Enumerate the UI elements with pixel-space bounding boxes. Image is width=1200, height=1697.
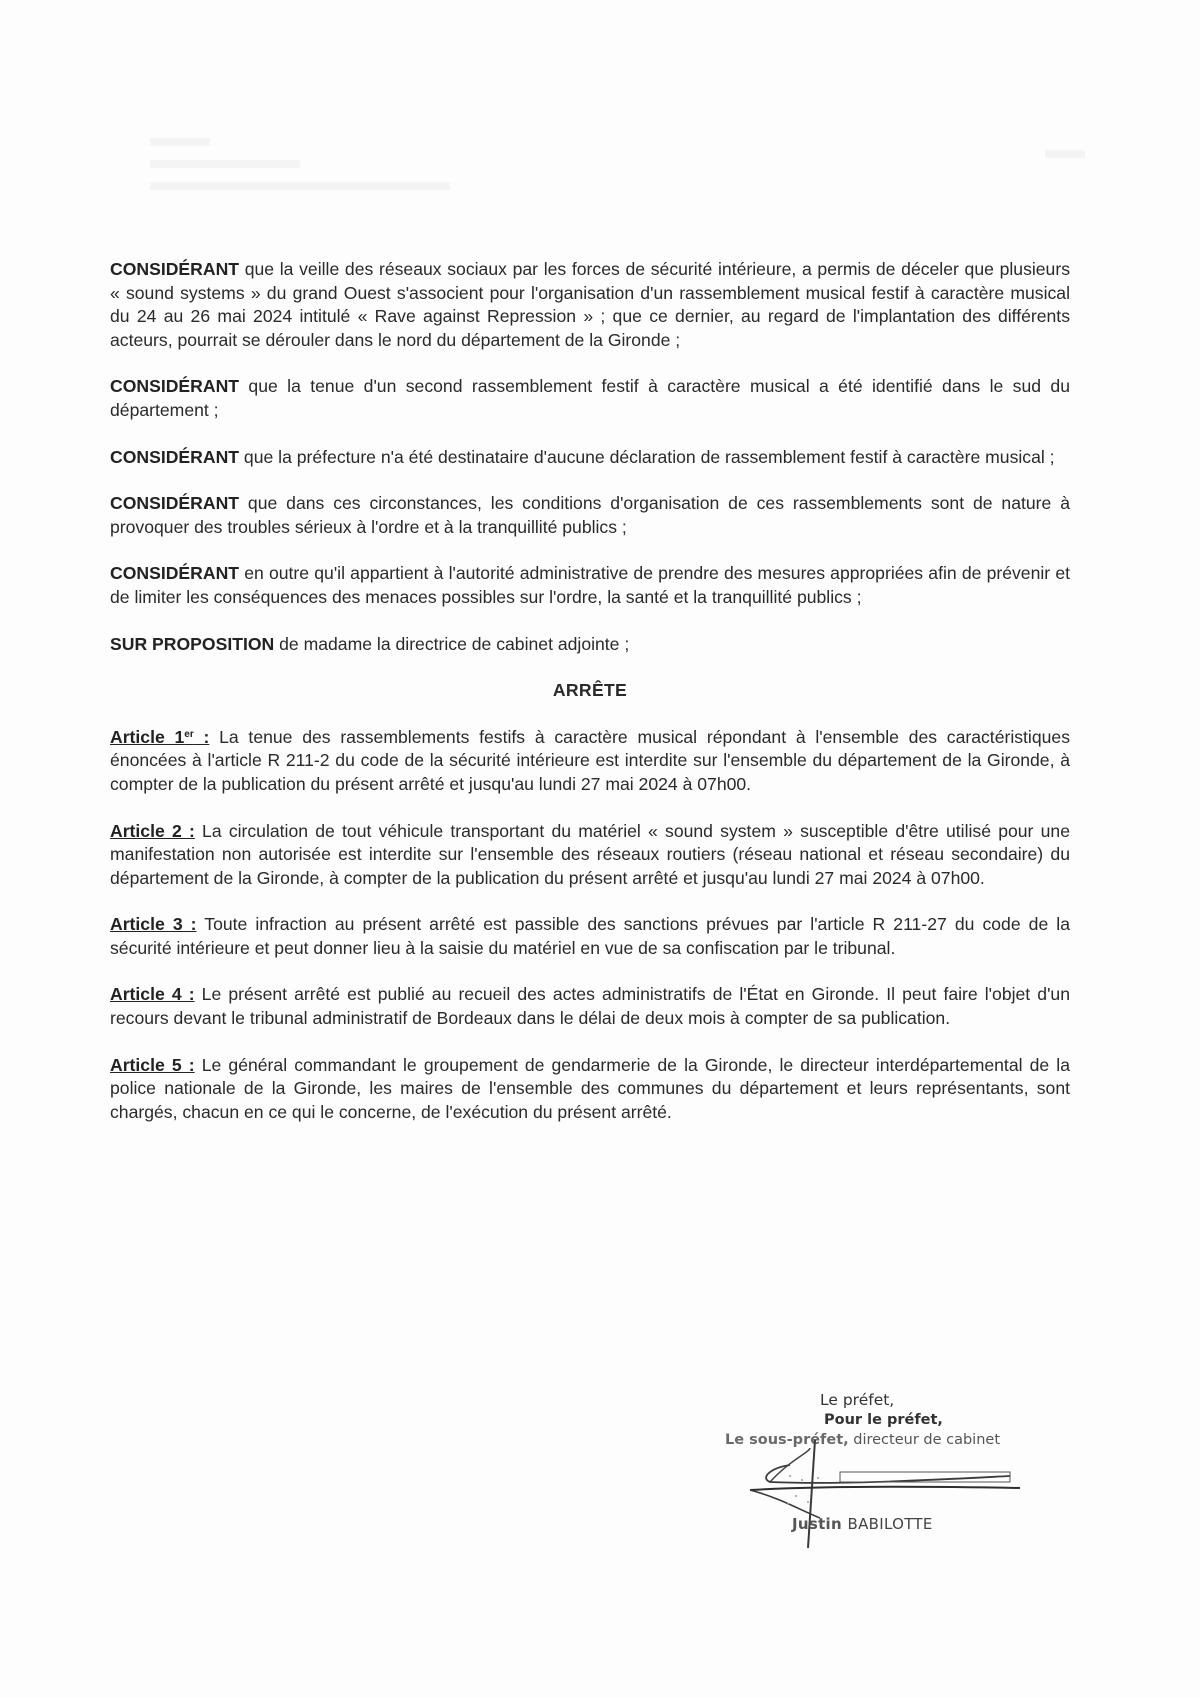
proposition-text: de madame la directrice de cabinet adjointe ; — [274, 633, 630, 654]
considerant-paragraph-3 — [110, 446, 1070, 470]
considerant-text: que la préfecture n'a été destinataire d'aucune déclaration de rassemblement festif à caractère musical ; — [239, 446, 1055, 467]
considerant-text: que la tenue d'un second rassemblement festif à caractère musical a été identifié dans le sud du département ; — [110, 376, 1070, 420]
signature-role-rest: directeur de cabinet — [848, 1432, 1001, 1448]
signatory-first-name: Justin — [792, 1515, 848, 1533]
decree-heading: ARRÊTE — [552, 680, 628, 701]
considerant-keyword: CONSIDÉRANT — [110, 376, 240, 397]
considerant-text: que dans ces circonstances, les conditions d'organisation de ces rassemblements sont de nature à provoquer des troubles sérieux à l'ordre et à la tranquillité publics ; — [110, 493, 1070, 537]
article-text: Le présent arrêté est publié au recueil des actes administratifs de l'État en Gironde. Il peut faire l'objet d'un recours devant le tribunal administratif de Bordeaux dans le délai de deux mois à compter de sa publication. — [110, 984, 1070, 1029]
scan-bleed-mark — [150, 182, 450, 190]
article-3 — [110, 913, 1070, 960]
signature-delegation: Pour le préfet, — [824, 1412, 943, 1428]
considerant-paragraph-1 — [110, 258, 1070, 352]
handwritten-signature-icon — [730, 1440, 1030, 1550]
signature-role-stamp: Le sous-préfet, — [725, 1432, 849, 1448]
considerant-text: en outre qu'il appartient à l'autorité administrative de prendre des mesures appropriées afin de prévenir et de limiter les conséquences des menaces possibles sur l'ordre, la santé et la tranquillité publics ; — [110, 563, 1070, 607]
article-label: Article 2 : — [110, 820, 195, 841]
considerant-text: que la veille des réseaux sociaux par les forces de sécurité intérieure, a permis de déceler que plusieurs « sound systems » du grand Ouest s'associent pour l'organisation d'un rassemblement musical festif à caractère musical du 24 au 26 mai 2024 intitulé « Rave against Repression » ; que ce dernier, au regard de l'implantation des différents acteurs, pourrait se dérouler dans le nord du département de la Gironde ; — [110, 259, 1070, 350]
article-4 — [110, 983, 1070, 1030]
article-label: Article 3 : — [110, 914, 197, 935]
article-label-colon: : — [193, 726, 210, 747]
article-text: La circulation de tout véhicule transportant du matériel « sound system » susceptible d'être utilisé pour une manifestation non autorisée est interdite sur l'ensemble des réseaux routiers (réseau national et réseau secondaire) du département de la Gironde, à compter de la publication du présent arrêté et jusqu'au lundi 27 mai 2024 à 07h00. — [110, 820, 1070, 888]
considerant-paragraph-2 — [110, 375, 1070, 422]
considerant-keyword: CONSIDÉRANT — [110, 259, 240, 279]
scan-bleed-mark — [150, 160, 300, 168]
article-label: Article 5 : — [110, 1054, 195, 1075]
scan-bleed-mark — [150, 138, 210, 146]
article-1 — [110, 723, 1070, 797]
article-label — [110, 727, 209, 747]
article-text: Toute infraction au présent arrêté est passible des sanctions prévues par l'article R 211-27 du code de la sécurité intérieure et peut donner lieu à la saisie du matériel en vue de sa confiscation par le tribunal. — [110, 914, 1070, 958]
signature-title: Le préfet, — [820, 1391, 895, 1409]
article-2 — [110, 820, 1070, 891]
considerant-keyword: CONSIDÉRANT — [110, 493, 240, 514]
article-label-text: Article 1 — [110, 726, 185, 747]
considerant-keyword: CONSIDÉRANT — [110, 446, 240, 467]
signatory-name — [792, 1515, 933, 1533]
article-text: La tenue des rassemblements festifs à caractère musical répondant à l'ensemble des caractéristiques énoncées à l'article R 211-2 du code de la sécurité intérieure est interdite sur l'ensemble du département de la Gironde, à compter de la publication du présent arrêté et jusqu'au lundi 27 mai 2024 à 07h00. — [110, 726, 1070, 794]
considerant-paragraph-4 — [110, 492, 1070, 539]
scan-bleed-mark — [1045, 150, 1085, 158]
signatory-last-name: BABILOTTE — [847, 1515, 933, 1533]
considerant-keyword: CONSIDÉRANT — [110, 563, 240, 584]
considerant-paragraph-5 — [110, 562, 1070, 609]
article-label: Article 4 : — [110, 984, 195, 1005]
proposition-keyword: SUR PROPOSITION — [110, 633, 275, 654]
article-5 — [110, 1054, 1070, 1125]
document-body — [110, 258, 1070, 1147]
article-label-sup: er — [184, 728, 194, 740]
proposition-paragraph — [110, 633, 1070, 657]
article-text: Le général commandant le groupement de gendarmerie de la Gironde, le directeur interdépartemental de la police nationale de la Gironde, les maires de l'ensemble des communes du département et leurs représentants, sont chargés, chacun en ce qui le concerne, de l'exécution du présent arrêté. — [110, 1054, 1070, 1122]
